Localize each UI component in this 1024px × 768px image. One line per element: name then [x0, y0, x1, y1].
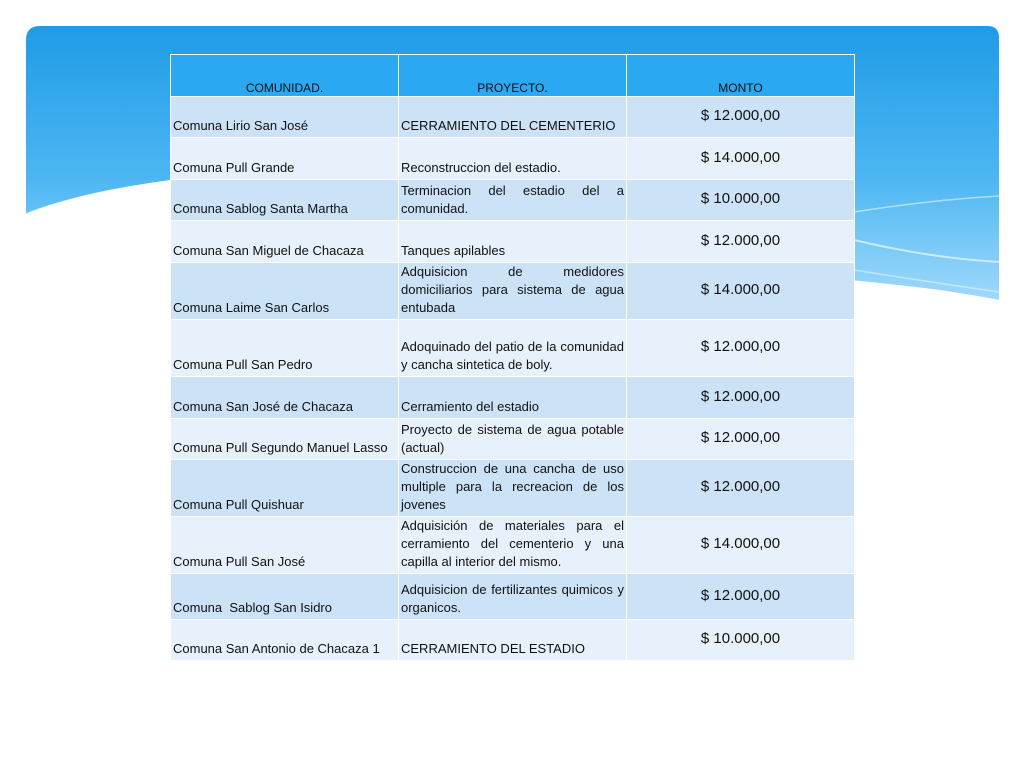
cell-community: Comuna Pull Segundo Manuel Lasso [171, 419, 399, 460]
cell-amount: $ 12.000,00 [627, 377, 855, 419]
table-row [171, 460, 855, 517]
cell-community: Comuna Pull Grande [171, 138, 399, 180]
table-row [171, 377, 855, 419]
cell-amount: $ 12.000,00 [627, 419, 855, 460]
cell-project: Tanques apilables [399, 221, 627, 263]
cell-project: Adquisicion de fertilizantes quimicos y organicos. [399, 574, 627, 620]
cell-community: Comuna San Antonio de Chacaza 1 [171, 620, 399, 661]
cell-project: CERRAMIENTO DEL ESTADIO [399, 620, 627, 661]
cell-project: Terminacion del estadio del a comunidad. [399, 180, 627, 221]
cell-project: Construccion de una cancha de uso multiple para la recreacion de los jovenes [399, 460, 627, 517]
cell-amount: $ 12.000,00 [627, 320, 855, 377]
cell-amount: $ 12.000,00 [627, 221, 855, 263]
cell-amount: $ 10.000,00 [627, 180, 855, 221]
table-row [171, 517, 855, 574]
header-community: COMUNIDAD. [171, 55, 399, 97]
cell-project: Cerramiento del estadio [399, 377, 627, 419]
cell-community: Comuna Sablog San Isidro [171, 574, 399, 620]
cell-community: Comuna Pull Quishuar [171, 460, 399, 517]
table-row [171, 138, 855, 180]
cell-project: Adquisicion de medidores domiciliarios para sistema de agua entubada [399, 263, 627, 320]
header-amount: MONTO [627, 55, 855, 97]
table-row [171, 180, 855, 221]
projects-table [170, 54, 855, 661]
header-project: PROYECTO. [399, 55, 627, 97]
cell-project: Reconstruccion del estadio. [399, 138, 627, 180]
cell-community: Comuna Lirio San José [171, 97, 399, 138]
table-row [171, 263, 855, 320]
table-row [171, 419, 855, 460]
table-row [171, 620, 855, 661]
cell-community: Comuna Pull San José [171, 517, 399, 574]
table-row [171, 574, 855, 620]
cell-amount: $ 14.000,00 [627, 138, 855, 180]
table-header-row [171, 55, 855, 97]
cell-community: Comuna San Miguel de Chacaza [171, 221, 399, 263]
cell-community: Comuna San José de Chacaza [171, 377, 399, 419]
cell-community: Comuna Laime San Carlos [171, 263, 399, 320]
cell-project: Adquisición de materiales para el cerramiento del cementerio y una capilla al interior del mismo. [399, 517, 627, 574]
cell-amount: $ 14.000,00 [627, 263, 855, 320]
cell-project: CERRAMIENTO DEL CEMENTERIO [399, 97, 627, 138]
cell-community: Comuna Pull San Pedro [171, 320, 399, 377]
cell-amount: $ 12.000,00 [627, 460, 855, 517]
table-row [171, 320, 855, 377]
table-row [171, 97, 855, 138]
table-row [171, 221, 855, 263]
cell-amount: $ 10.000,00 [627, 620, 855, 661]
cell-community: Comuna Sablog Santa Martha [171, 180, 399, 221]
cell-project: Adoquinado del patio de la comunidad y cancha sintetica de boly. [399, 320, 627, 377]
cell-amount: $ 12.000,00 [627, 574, 855, 620]
projects-table-container [170, 54, 854, 661]
cell-project: Proyecto de sistema de agua potable (actual) [399, 419, 627, 460]
cell-amount: $ 14.000,00 [627, 517, 855, 574]
cell-amount: $ 12.000,00 [627, 97, 855, 138]
